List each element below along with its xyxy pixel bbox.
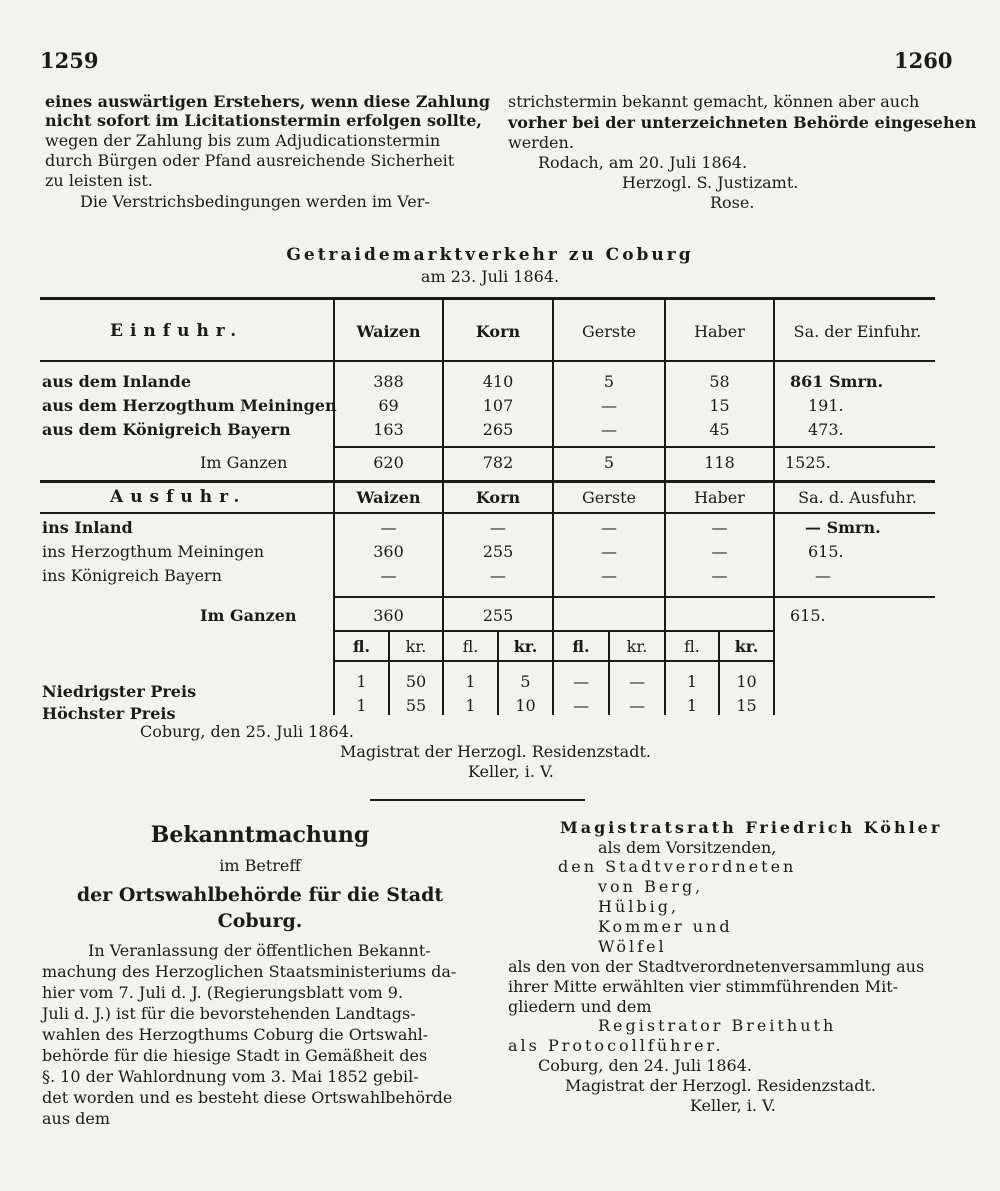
table-cell: 360 bbox=[373, 606, 404, 625]
export-header-rule bbox=[40, 512, 935, 514]
table-cell: — bbox=[629, 672, 645, 691]
currency-header: fl. bbox=[684, 637, 700, 656]
announcement-heading: der Ortswahlbehörde für die Stadt bbox=[76, 884, 444, 906]
table-cell: 69 bbox=[378, 396, 399, 415]
price-row-label: Niedrigster Preis bbox=[42, 682, 197, 701]
import-row-label: aus dem Inlande bbox=[42, 372, 192, 391]
table-cell: 265 bbox=[482, 420, 514, 439]
announcement-group: den Stadtverordneten bbox=[558, 857, 797, 876]
table-cell-sum: 1525. bbox=[785, 453, 831, 472]
import-total-rule bbox=[335, 446, 935, 448]
table-cell: 360 bbox=[373, 542, 404, 561]
import-total-label: Im Ganzen bbox=[200, 453, 288, 472]
import-sum-header: Sa. der Einfuhr. bbox=[793, 322, 922, 341]
table-header-rule bbox=[40, 360, 935, 362]
column-header-gerste: Gerste bbox=[581, 322, 636, 341]
table-cell: — bbox=[573, 696, 589, 715]
table-cell-sum: 191. bbox=[808, 396, 844, 415]
export-total-rule bbox=[335, 596, 935, 598]
table-cell: 45 bbox=[709, 420, 730, 439]
table-cell: 255 bbox=[482, 606, 514, 625]
column-header-haber: Haber bbox=[694, 322, 745, 341]
market-title: Getraidemarktverkehr zu Coburg bbox=[286, 245, 694, 265]
table-cell: 58 bbox=[709, 372, 730, 391]
table-cell: 410 bbox=[482, 372, 514, 391]
announcement-body-line: aus dem bbox=[42, 1109, 111, 1128]
table-cell-sum: 615. bbox=[790, 606, 826, 625]
table-cell-sum: 615. bbox=[808, 542, 844, 561]
table-cell: 15 bbox=[709, 396, 730, 415]
announcement-member: Magistratsrath Friedrich Köhler bbox=[560, 818, 943, 837]
export-sum-header: Sa. d. Ausfuhr. bbox=[798, 488, 917, 507]
table-cell: 5 bbox=[603, 372, 615, 391]
table-cell: 10 bbox=[736, 672, 757, 691]
table-cell: 107 bbox=[482, 396, 514, 415]
top-right-line: werden. bbox=[508, 133, 574, 152]
import-header: Einfuhr. bbox=[110, 321, 244, 341]
table-top-rule bbox=[40, 297, 935, 300]
table-cell: — bbox=[601, 420, 617, 439]
top-right-authority: Herzogl. S. Justizamt. bbox=[622, 173, 799, 192]
announcement-body-line: In Veranlassung der öffentlichen Bekannt- bbox=[88, 941, 431, 960]
table-cell: — bbox=[711, 518, 728, 537]
announcement-member: Hülbig, bbox=[598, 897, 680, 916]
table-cell: — bbox=[380, 566, 397, 585]
table-cell-sum: 861 Smrn. bbox=[790, 372, 884, 391]
announcement-body-line: behörde für die hiesige Stadt in Gemäßheit des bbox=[42, 1046, 428, 1065]
currency-header: fl. bbox=[572, 637, 590, 656]
top-left-line: zu leisten ist. bbox=[45, 171, 153, 190]
announcement-member: Wölfel bbox=[598, 937, 667, 956]
announcement-title: Bekanntmachung bbox=[150, 822, 370, 848]
table-cell: — bbox=[601, 396, 617, 415]
announcement-authority: Magistrat der Herzogl. Residenzstadt. bbox=[565, 1076, 876, 1095]
top-left-line: nicht sofort im Licitationstermin erfolgen sollte, bbox=[45, 111, 482, 130]
announcement-right-line: als den von der Stadtverordnetenversammlung aus bbox=[508, 957, 925, 976]
market-date: am 23. Juli 1864. bbox=[420, 267, 560, 286]
table-cell: — bbox=[490, 518, 506, 537]
table-cell: 1 bbox=[686, 672, 698, 691]
top-left-line: durch Bürgen oder Pfand ausreichende Sicherheit bbox=[45, 151, 455, 170]
table-cell: — bbox=[490, 566, 506, 585]
top-right-line: vorher bei der unterzeichneten Behörde eingesehen bbox=[508, 113, 977, 132]
table-cell: 10 bbox=[515, 696, 536, 715]
currency-header: fl. bbox=[352, 637, 371, 656]
market-footer-authority: Magistrat der Herzogl. Residenzstadt. bbox=[340, 742, 651, 761]
table-cell: 1 bbox=[686, 696, 698, 715]
table-cell: — bbox=[601, 518, 617, 537]
export-row-label: ins Königreich Bayern bbox=[42, 566, 222, 585]
announcement-member: Kommer und bbox=[598, 917, 733, 936]
import-row-label: aus dem Königreich Bayern bbox=[42, 420, 291, 439]
announcement-right-line: als Protocollführer. bbox=[508, 1036, 724, 1055]
export-header: Ausfuhr. bbox=[110, 487, 247, 507]
currency-header: kr. bbox=[513, 637, 538, 656]
table-cell: — bbox=[380, 518, 397, 537]
export-row-label: ins Inland bbox=[42, 518, 133, 537]
announcement-heading-city: Coburg. bbox=[217, 910, 303, 932]
page-number-left: 1259 bbox=[40, 48, 99, 73]
announcement-body-line: machung des Herzoglichen Staatsministeriums da- bbox=[42, 962, 457, 981]
table-cell: 388 bbox=[373, 372, 404, 391]
column-header-korn: Korn bbox=[475, 488, 521, 507]
table-cell: 118 bbox=[704, 453, 735, 472]
table-cell: — bbox=[711, 566, 728, 585]
export-total-label: Im Ganzen bbox=[200, 606, 297, 625]
table-cell: — bbox=[601, 566, 617, 585]
announcement-date: Coburg, den 24. Juli 1864. bbox=[538, 1056, 752, 1075]
table-cell: — bbox=[601, 542, 617, 561]
top-left-line: wegen der Zahlung bis zum Adjudicationstermin bbox=[45, 131, 441, 150]
table-cell: 1 bbox=[356, 696, 367, 715]
announcement-body-line: hier vom 7. Juli d. J. (Regierungsblatt vom 9. bbox=[42, 983, 404, 1002]
page-number-right: 1260 bbox=[894, 48, 953, 73]
table-cell: — bbox=[629, 696, 645, 715]
table-cell-sum: 473. bbox=[808, 420, 844, 439]
table-cell: 15 bbox=[736, 696, 757, 715]
table-cell: 1 bbox=[356, 672, 367, 691]
top-right-date: Rodach, am 20. Juli 1864. bbox=[538, 153, 748, 172]
import-row-label: aus dem Herzogthum Meiningen bbox=[42, 396, 337, 415]
top-right-signature: Rose. bbox=[710, 193, 755, 212]
section-separator bbox=[370, 799, 585, 801]
announcement-member: von Berg, bbox=[598, 877, 704, 896]
price-header-rule-top bbox=[335, 630, 775, 632]
announcement-member: Registrator Breithuth bbox=[598, 1016, 837, 1035]
column-header-haber: Haber bbox=[694, 488, 745, 507]
currency-header: fl. bbox=[462, 637, 479, 656]
announcement-subtitle: im Betreff bbox=[219, 856, 301, 875]
table-cell: 5 bbox=[520, 672, 531, 691]
table-cell: — bbox=[573, 672, 589, 691]
column-header-gerste: Gerste bbox=[581, 488, 636, 507]
top-left-line: Die Verstrichsbedingungen werden im Ver- bbox=[80, 192, 430, 211]
announcement-body-line: det worden und es besteht diese Ortswahlbehörde bbox=[42, 1088, 453, 1107]
market-footer-date: Coburg, den 25. Juli 1864. bbox=[140, 722, 354, 741]
table-cell: 620 bbox=[373, 453, 404, 472]
table-cell-sum: — bbox=[815, 566, 831, 585]
top-left-line: eines auswärtigen Erstehers, wenn diese Zahlung bbox=[45, 92, 491, 111]
currency-header: kr. bbox=[405, 637, 427, 656]
column-header-waizen: Waizen bbox=[356, 488, 421, 507]
currency-header: kr. bbox=[626, 637, 648, 656]
table-cell: 163 bbox=[373, 420, 404, 439]
column-divider bbox=[773, 300, 775, 715]
announcement-member-role: als dem Vorsitzenden, bbox=[598, 838, 777, 857]
price-row-label: Höchster Preis bbox=[42, 704, 176, 723]
table-cell-sum: — Smrn. bbox=[805, 518, 881, 537]
market-footer-signature: Keller, i. V. bbox=[468, 762, 554, 781]
currency-header: kr. bbox=[734, 637, 759, 656]
export-row-label: ins Herzogthum Meiningen bbox=[42, 542, 265, 561]
table-cell: 50 bbox=[405, 672, 427, 691]
table-cell: 1 bbox=[465, 672, 476, 691]
table-cell: 55 bbox=[405, 696, 427, 715]
top-right-line: strichstermin bekannt gemacht, können aber auch bbox=[508, 92, 920, 111]
announcement-signature: Keller, i. V. bbox=[690, 1096, 776, 1115]
table-cell: — bbox=[711, 542, 728, 561]
announcement-body-line: §. 10 der Wahlordnung vom 3. Mai 1852 gebil- bbox=[42, 1067, 419, 1086]
announcement-body-line: wahlen des Herzogthums Coburg die Ortswahl- bbox=[42, 1025, 429, 1044]
table-cell: 782 bbox=[482, 453, 514, 472]
column-header-waizen: Waizen bbox=[356, 322, 421, 341]
table-cell: 1 bbox=[465, 696, 476, 715]
price-header-rule-bottom bbox=[335, 660, 775, 662]
announcement-right-line: ihrer Mitte erwählten vier stimmführenden Mit- bbox=[508, 977, 899, 996]
announcement-right-line: gliedern und dem bbox=[508, 997, 652, 1016]
table-cell: 5 bbox=[603, 453, 615, 472]
announcement-body-line: Juli d. J.) ist für die bevorstehenden Landtags- bbox=[42, 1004, 416, 1023]
column-header-korn: Korn bbox=[475, 322, 521, 341]
table-cell: 255 bbox=[482, 542, 514, 561]
export-top-rule bbox=[40, 480, 935, 483]
